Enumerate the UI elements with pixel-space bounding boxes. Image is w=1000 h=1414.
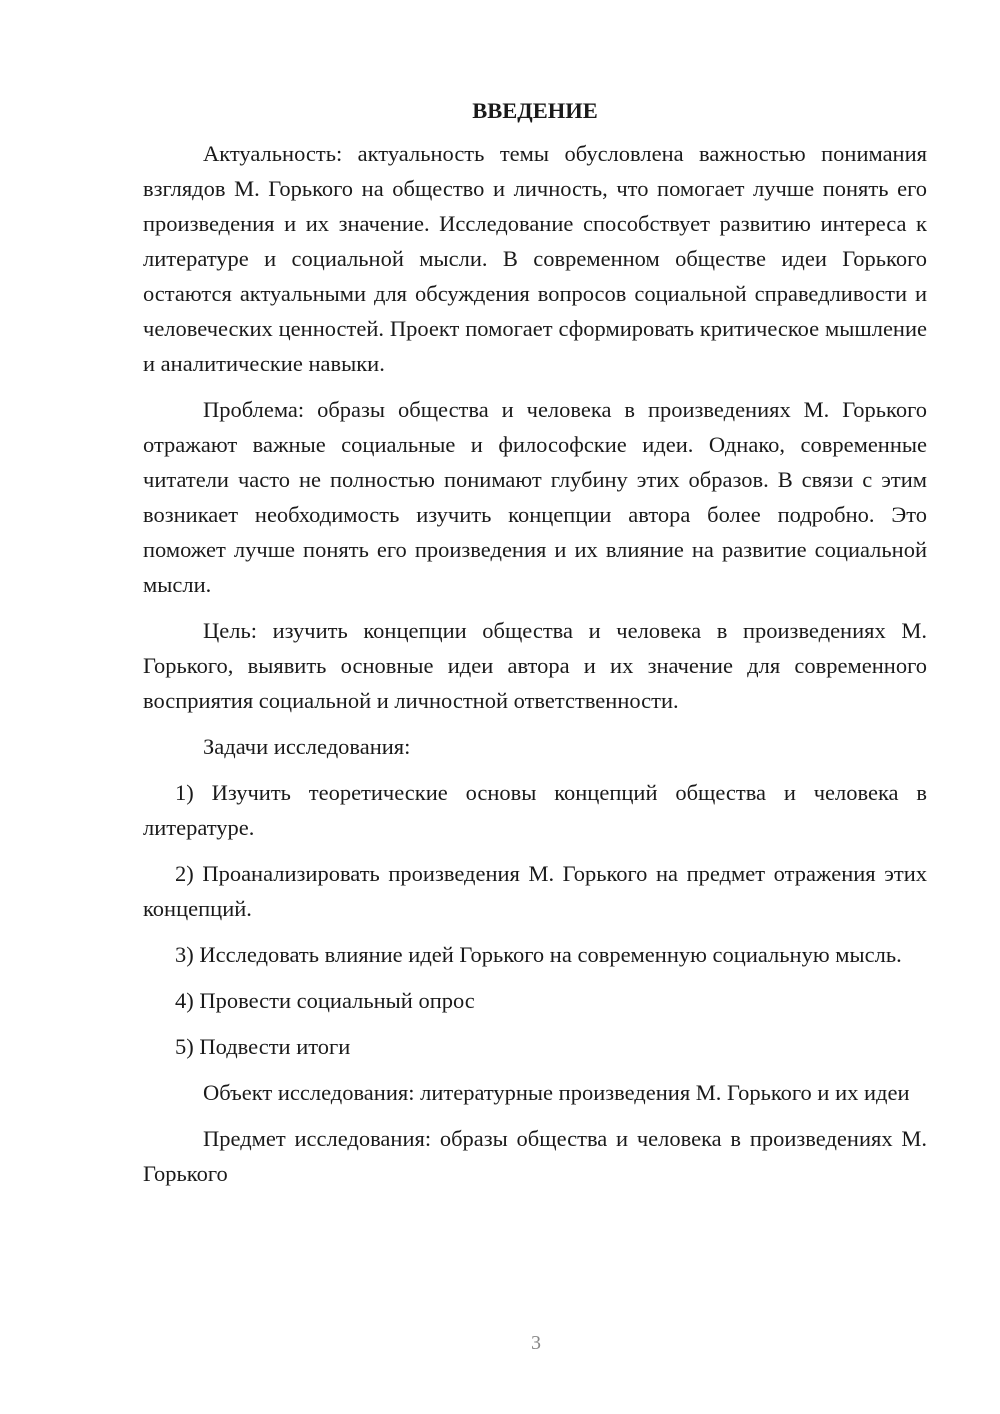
task-item: 5) Подвести итоги [175,1034,351,1059]
task-item: 1) Изучить теоретические основы концепций общества и человека в литературе. [143,780,927,840]
paragraph-problem: Проблема: образы общества и человека в произведениях М. Горького отражают важные социальные и философские идеи. Однако, современные читатели часто не полностью понимают глубину этих образов. В связи с этим возникает необходимость изучить концепции автора более подробно. Это поможет лучше понять его произведения и их влияние на развитие социальной мысли. [143,397,927,597]
tasks-heading: Задачи исследования: [203,734,411,759]
page-content [143,93,927,1202]
paragraph-object: Объект исследования: литературные произведения М. Горького и их идеи [203,1080,910,1105]
task-item: 4) Провести социальный опрос [175,988,475,1013]
paragraph-subject: Предмет исследования: образы общества и человека в произведениях М. Горького [143,1126,927,1186]
task-item: 3) Исследовать влияние идей Горького на современную социальную мысль. [175,942,902,967]
paragraph-relevance: Актуальность: актуальность темы обусловлена важностью понимания взглядов М. Горького на общество и личность, что помогает лучше понять его произведения и их значение. Исследование способствует развитию интереса к литературе и социальной мысли. В современном обществе идеи Горького остаются актуальными для обсуждения вопросов социальной справедливости и человеческих ценностей. Проект помогает сформировать критическое мышление и аналитические навыки. [143,141,927,376]
task-item: 2) Проанализировать произведения М. Горького на предмет отражения этих концепций. [143,861,927,921]
paragraph-goal: Цель: изучить концепции общества и человека в произведениях М. Горького, выявить основные идеи автора и их значение для современного восприятия социальной и личностной ответственности. [143,618,927,713]
page-number: 3 [531,1332,541,1354]
page-title: ВВЕДЕНИЕ [472,98,598,123]
